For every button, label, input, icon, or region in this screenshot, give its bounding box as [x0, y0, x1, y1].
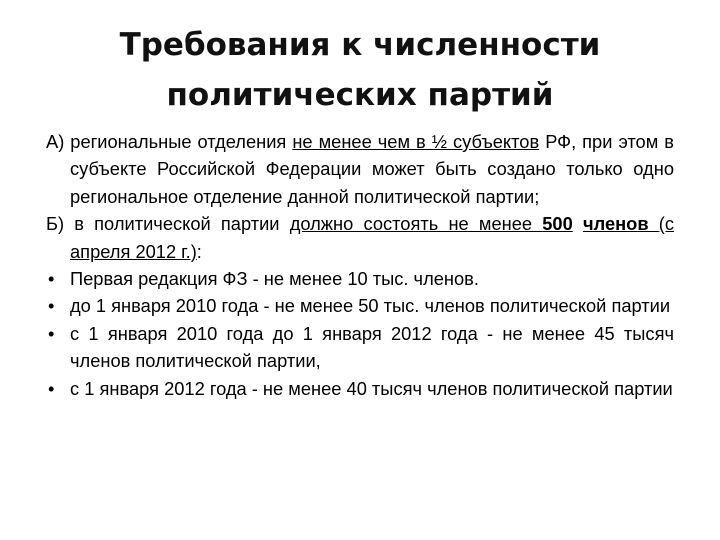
item-a-rest: РФ, при этом в субъекте Российской Федерации может быть создано только одно региональное отделение данной политической партии;: [70, 131, 674, 207]
item-b-date-note: (с апреля 2012 г.): [70, 213, 674, 262]
bullet-text: до 1 января 2010 года - не менее 50 тыс. членов политической партии: [70, 295, 671, 317]
item-a-prefix: А) региональные отделения: [46, 131, 293, 152]
bullet-text: Первая редакция ФЗ - не менее 10 тыс. членов.: [70, 268, 479, 290]
bullet-marker: •: [48, 377, 55, 399]
slide-title-line-1: Требования к численности: [119, 27, 601, 63]
bullet-item: [46, 265, 674, 292]
item-b-members: членов: [582, 213, 649, 235]
item-b-underlined: должно состоять не менее: [289, 213, 543, 235]
item-b-number: 500: [542, 213, 573, 235]
slide-body: [46, 128, 674, 402]
bullet-marker: •: [48, 322, 55, 344]
item-a-underlined: не менее чем в ½ субъектов: [292, 131, 540, 152]
bullet-marker: •: [48, 268, 55, 290]
item-b-space: [649, 213, 659, 234]
bullet-item: [46, 292, 674, 319]
bullet-text: с 1 января 2010 года до 1 января 2012 года - не менее 45 тысяч членов политической партии,: [70, 322, 674, 372]
slide-title: [80, 20, 640, 120]
slide-title-line-2: политических партий: [166, 77, 554, 113]
bullet-item: [46, 375, 674, 402]
item-b-colon: :: [196, 240, 202, 262]
item-a: [46, 128, 674, 210]
bullet-text: с 1 января 2012 года - не менее 40 тысяч членов политической партии: [70, 377, 673, 399]
bullet-item: [46, 320, 674, 375]
item-b-prefix: Б) в политической партии: [46, 213, 290, 235]
item-b: [46, 210, 674, 265]
bullet-marker: •: [48, 295, 55, 317]
